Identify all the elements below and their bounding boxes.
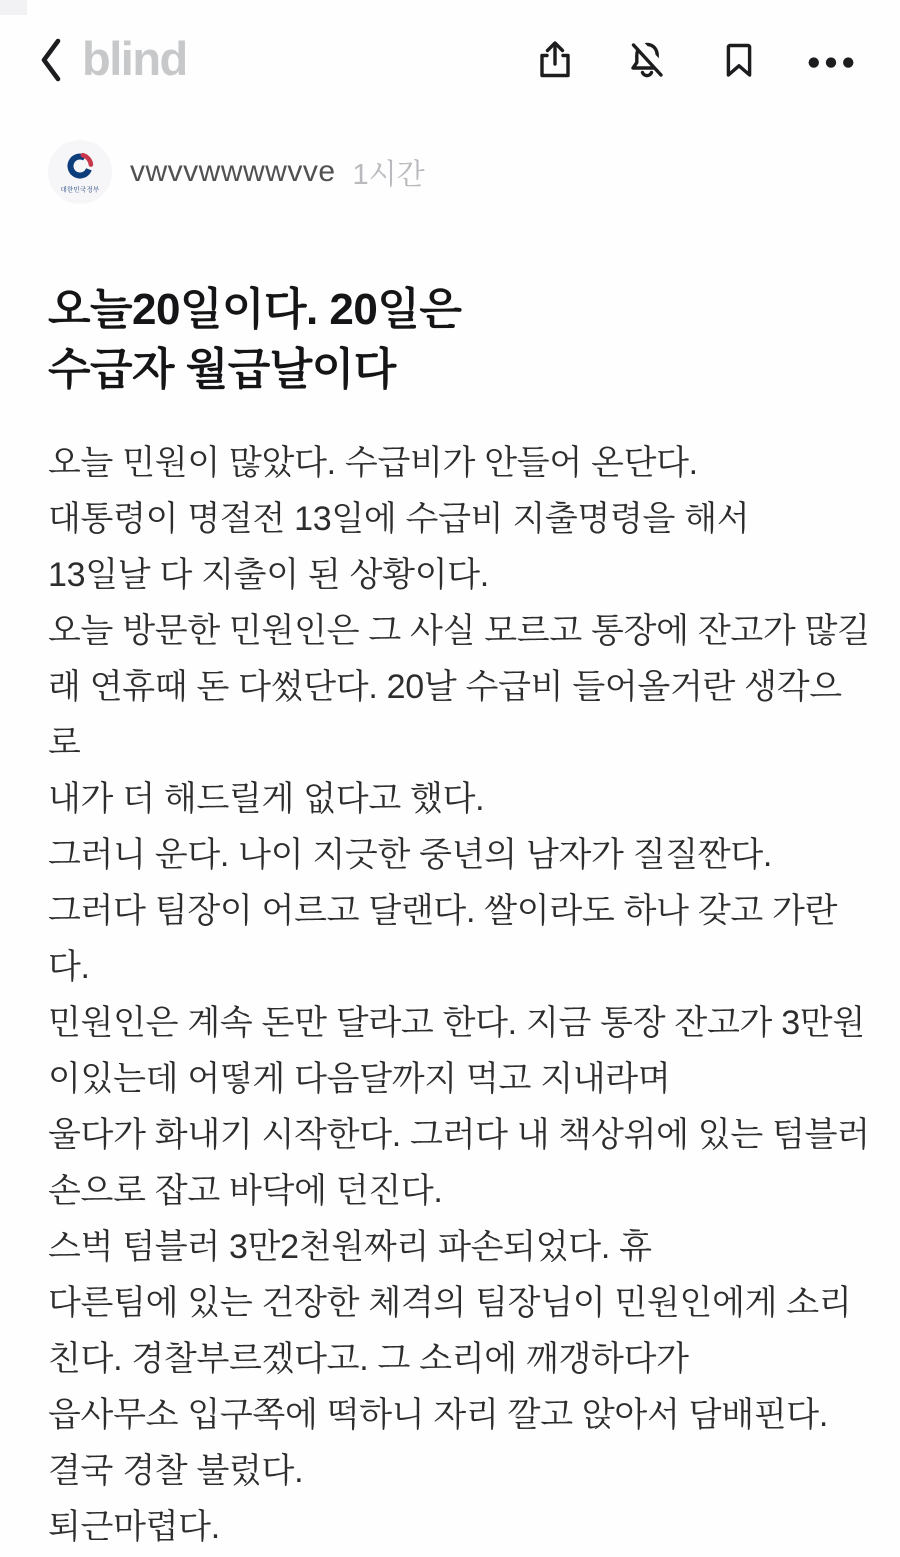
body-text-line: 대통령이 명절전 13일에 수급비 지출명령을 해서 (48, 500, 750, 538)
body-text-line: 손으로 잡고 바닥에 던진다. (48, 1172, 443, 1210)
bell-off-icon (624, 37, 670, 83)
header-actions (530, 35, 856, 85)
body-text-line: 다. (48, 948, 90, 986)
body-text-line: 그러니 운다. 나이 지긋한 중년의 남자가 질질짠다. (48, 836, 773, 874)
body-text-line: 오늘 민원이 많았다. 수급비가 안들어 온단다. (48, 444, 698, 482)
post-title-line: 오늘20일이다. 20일은 (48, 285, 462, 334)
post-timestamp: 1시간 (352, 158, 425, 191)
body-text-line: 결국 경찰 불렀다. (48, 1452, 304, 1490)
more-dots-icon (806, 37, 856, 83)
bookmark-button[interactable] (714, 35, 764, 85)
body-text-line: 퇴근마렵다. (48, 1508, 220, 1546)
share-icon (532, 37, 578, 83)
post-title (48, 280, 855, 400)
body-text-line: 스벅 텀블러 3만2천원짜리 파손되었다. 휴 (48, 1228, 652, 1266)
avatar (48, 140, 112, 204)
notifications-off-button[interactable] (622, 35, 672, 85)
author-row (48, 140, 855, 204)
header-left (36, 31, 187, 86)
screen-corner-artifact (0, 0, 27, 15)
back-button[interactable] (36, 36, 66, 84)
share-button[interactable] (530, 35, 580, 85)
more-button[interactable] (806, 35, 856, 85)
bookmark-icon (716, 37, 762, 83)
avatar-org-label: 대한민국정부 (60, 186, 100, 194)
body-text-line: 내가 더 해드릴게 없다고 했다. (48, 780, 485, 818)
body-text-line: 그러다 팀장이 어르고 달랜다. 쌀이라도 하나 갖고 가란 (48, 892, 838, 930)
post-header (0, 0, 900, 112)
author-username: vwvvwwwwvve (130, 155, 336, 188)
post-title-line: 수급자 월급날이다 (48, 345, 396, 394)
body-text-line: 로 (48, 724, 81, 762)
body-text-line: 민원인은 계속 돈만 달라고 한다. 지금 통장 잔고가 3만원 (48, 1004, 865, 1042)
body-text-line: 이있는데 어떻게 다음달까지 먹고 지내라며 (48, 1060, 671, 1098)
body-text-line: 13일날 다 지출이 된 상황이다. (48, 556, 489, 594)
korea-gov-emblem-icon (48, 140, 112, 204)
body-text-line: 래 연휴때 돈 다썼단다. 20날 수급비 들어올거란 생각으 (48, 668, 842, 706)
body-text-line: 읍사무소 입구쪽에 떡하니 자리 깔고 앉아서 담배핀다. (48, 1396, 828, 1434)
body-text-line: 다른팀에 있는 건장한 체격의 팀장님이 민원인에게 소리 (48, 1284, 852, 1322)
back-chevron-icon (39, 37, 63, 83)
body-text-line: 울다가 화내기 시작한다. 그러다 내 책상위에 있는 텀블러 (48, 1116, 870, 1154)
blind-logo: blind (82, 31, 187, 85)
post-body (48, 435, 870, 1555)
body-text-line: 친다. 경찰부르겠다고. 그 소리에 깨갱하다가 (48, 1340, 689, 1378)
body-text-line: 오늘 방문한 민원인은 그 사실 모르고 통장에 잔고가 많길 (48, 612, 870, 650)
